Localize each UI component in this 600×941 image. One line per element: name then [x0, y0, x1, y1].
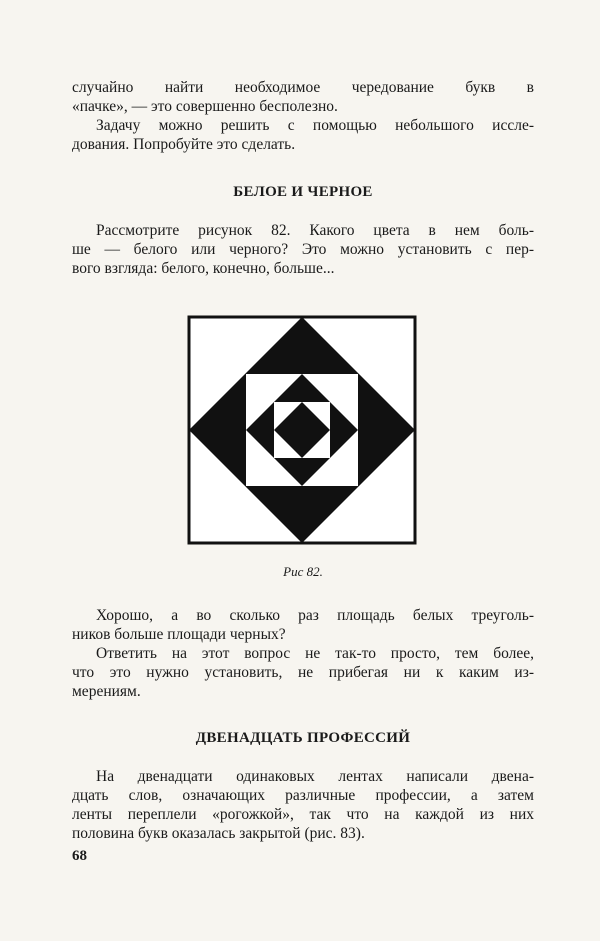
- text-line: половина букв оказалась закрытой (рис. 83).: [72, 825, 365, 842]
- figure-82-diagram: [186, 314, 418, 546]
- text-line: мерениям.: [72, 683, 141, 700]
- text-line: что это нужно установить, не прибегая ни к каким из-: [72, 664, 534, 681]
- text-line: На двенадцати одинаковых лентах написали двена-: [96, 768, 534, 785]
- text-line: ников больше площади черных?: [72, 626, 286, 643]
- text-line: Рассмотрите рисунок 82. Какого цвета в нем боль-: [96, 222, 534, 239]
- text-line: Задачу можно решить с помощью небольшого иссле-: [96, 117, 534, 134]
- paragraph-ribbons: [72, 767, 534, 843]
- text-line: дования. Попробуйте это сделать.: [72, 136, 296, 153]
- paragraph-area-question: [72, 606, 534, 644]
- text-line: вого взгляда: белого, конечно, больше...: [72, 260, 335, 277]
- page-number: 68: [72, 848, 87, 864]
- text-line: Ответить на этот вопрос не так-то просто, тем более,: [96, 645, 534, 662]
- text-line: дцать слов, означающих различные профессии, а затем: [72, 787, 534, 804]
- text-line: случайно найти необходимое чередование букв в: [72, 79, 534, 96]
- text-line: Хорошо, а во сколько раз площадь белых треуголь-: [96, 607, 534, 624]
- section-heading-twelve-professions: ДВЕНАДЦАТЬ ПРОФЕССИЙ: [195, 730, 411, 746]
- paragraph-continuation: [72, 78, 534, 116]
- paragraph-question: [72, 221, 534, 278]
- text-line: «пачке», — это совершенно бесполезно.: [72, 98, 338, 115]
- paragraph-task-hint: [72, 116, 534, 154]
- paragraph-answer-hint: [72, 644, 534, 701]
- section-heading-white-black: БЕЛОЕ И ЧЕРНОЕ: [233, 184, 373, 200]
- text-line: ше — белого или черного? Это можно установить с пер-: [72, 241, 534, 258]
- text-line: ленты переплели «рогожкой», так что на каждой из них: [72, 806, 534, 823]
- figure-caption: Рис 82.: [283, 564, 323, 579]
